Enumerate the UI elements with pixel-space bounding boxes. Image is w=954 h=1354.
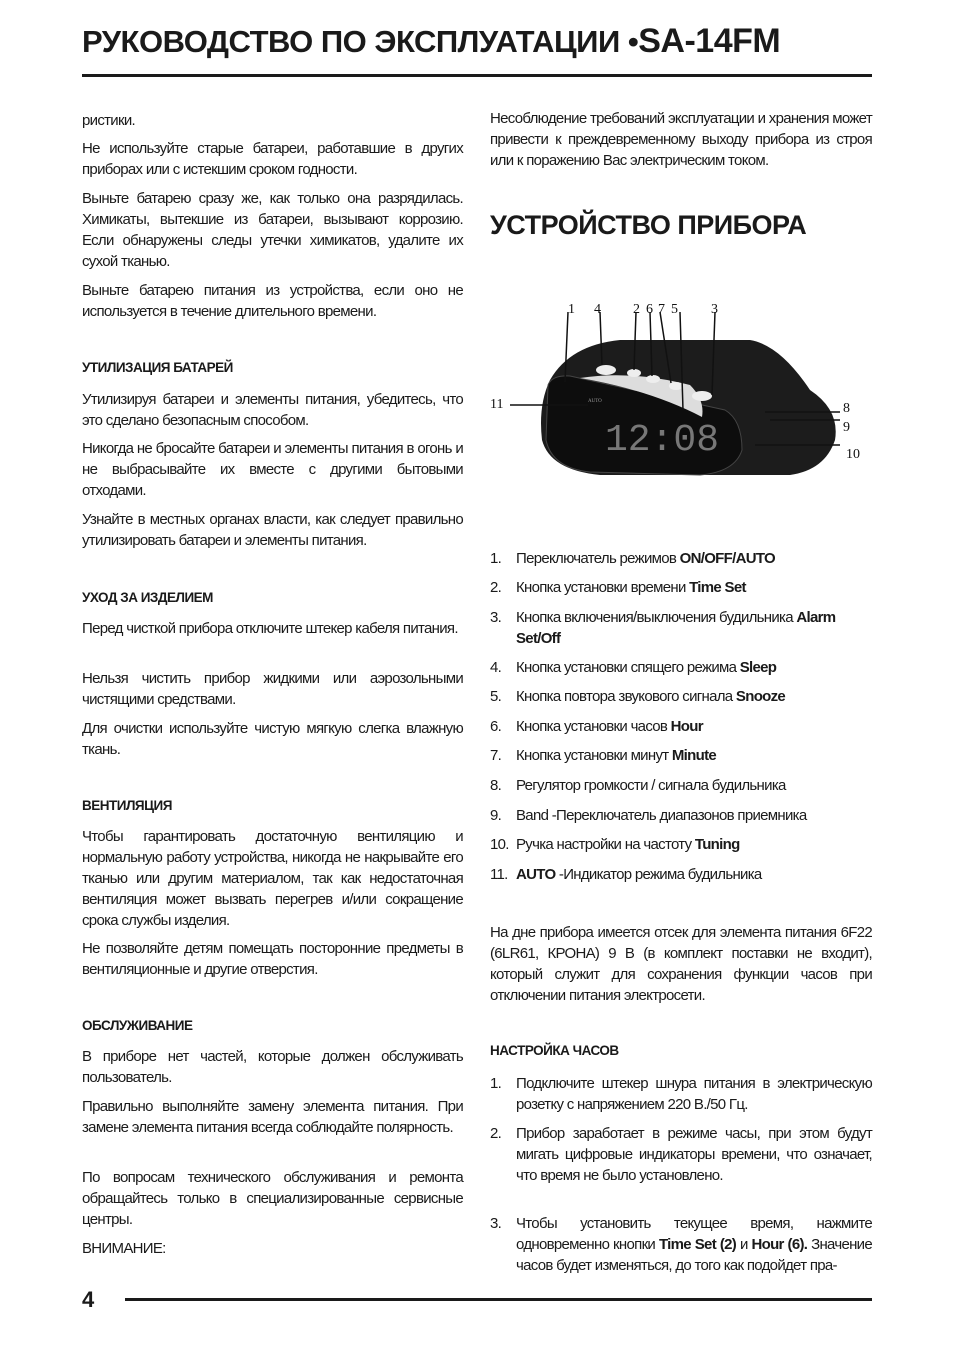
callout-10: 10 <box>846 447 860 462</box>
part-item <box>490 657 872 678</box>
text: Регулятор громкости / сигнала будильника <box>516 777 786 794</box>
part-item <box>490 686 872 707</box>
paragraph: Перед чисткой прибора отключите штекер кабеля питания. <box>82 620 458 637</box>
paragraph: Правильно выполняйте замену элемента питания. При замене элемента питания всегда соблюдайте полярность. <box>82 1098 463 1136</box>
list-item <box>490 1073 872 1115</box>
bold-text: AUTO <box>516 866 559 883</box>
paragraph: Утилизируя батареи и элементы питания, убедитесь, что это сделано безопасным способом. <box>82 391 463 429</box>
paragraph: Несоблюдение требований эксплуатации и хранения может привести к преждевременному выходу прибора из строя или к поражению Вас электрическим током. <box>490 110 872 169</box>
item-text <box>516 716 872 737</box>
header-rule <box>82 74 872 77</box>
part-item <box>490 548 872 569</box>
clock-diagram <box>480 290 880 480</box>
paragraph: Никогда не бросайте батареи и элементы питания в огонь и не выбрасывайте их вместе с другими бытовыми отходами. <box>82 440 463 499</box>
item-number: 4. <box>490 659 502 676</box>
auto-indicator-label: AUTO <box>588 399 602 404</box>
callout-9: 9 <box>843 420 850 435</box>
text: Ручка настройки на частоту <box>516 836 695 853</box>
text: -Индикатор режима будильника <box>558 866 762 883</box>
paragraph: Выньте батарею питания из устройства, если оно не используется в течение длительного времени. <box>82 282 463 320</box>
part-item <box>490 775 872 796</box>
item-number: 9. <box>490 807 502 824</box>
text: Значение часов будет изменяться, до того как подойдет пра- <box>516 1236 873 1274</box>
item-number: 1. <box>490 1075 502 1092</box>
callout-2: 2 <box>633 302 640 317</box>
callout-4: 4 <box>594 302 601 317</box>
section-title: УСТРОЙСТВО ПРИБОРА <box>490 210 807 240</box>
clock-display: 12:08 <box>605 419 720 462</box>
section-heading: ВЕНТИЛЯЦИЯ <box>82 798 172 813</box>
part-item <box>490 607 872 649</box>
item-number: 3. <box>490 609 502 626</box>
bold-text: ON/OFF/AUTO <box>679 550 775 567</box>
item-number: 2. <box>490 1125 502 1142</box>
paragraph: В приборе нет частей, которые должен обслуживать пользователь. <box>82 1048 463 1086</box>
text: Кнопка установки времени <box>516 579 690 596</box>
callout-1: 1 <box>568 302 575 317</box>
bold-text: Hour (6). <box>751 1236 808 1253</box>
item-number: 8. <box>490 777 502 794</box>
item-text: Прибор заработает в режиме часы, при этом будут мигать цифровые индикаторы времени, что означает, что время не было установлено. <box>516 1125 872 1184</box>
item-text <box>516 1213 872 1276</box>
text: Band -Переключатель диапазонов приемника <box>516 807 807 824</box>
text: Кнопка повтора звукового сигнала <box>516 688 736 705</box>
text: Кнопка установки спящего режима <box>516 659 740 676</box>
page-number: 4 <box>82 1287 95 1312</box>
item-number: 6. <box>490 718 502 735</box>
list-item <box>490 1123 872 1186</box>
footer-rule <box>125 1298 872 1301</box>
paragraph: Нельзя чистить прибор жидкими или аэрозольными чистящими средствами. <box>82 670 463 708</box>
paragraph: ристики. <box>82 112 135 129</box>
bold-text: Time Set (2) <box>658 1236 737 1253</box>
item-text <box>516 577 872 598</box>
item-number: 5. <box>490 688 502 705</box>
callout-5: 5 <box>671 302 678 317</box>
item-number: 11. <box>490 866 508 883</box>
callout-11: 11 <box>490 397 504 412</box>
model-name: SA-14FM <box>638 22 781 60</box>
text: Кнопка установки часов <box>516 718 671 735</box>
bold-text: Tuning <box>694 836 740 853</box>
section-heading: ОБСЛУЖИВАНИЕ <box>82 1018 193 1033</box>
paragraph: Для очистки используйте чистую мягкую слегка влажную ткань. <box>82 720 463 758</box>
section-heading: НАСТРОЙКА ЧАСОВ <box>490 1043 619 1058</box>
item-text <box>516 805 872 826</box>
part-item <box>490 864 872 885</box>
item-number: 10. <box>490 836 509 853</box>
section-heading: УХОД ЗА ИЗДЕЛИЕМ <box>82 590 213 605</box>
paragraph: Не позволяйте детям помещать посторонние предметы в вентиляционные и другие отверстия. <box>82 940 463 978</box>
text: Чтобы установить текущее время, нажмите одновременно кнопки <box>516 1215 872 1253</box>
title-bullet: • <box>627 24 639 59</box>
paragraph: Не используйте старые батареи, работавшие в других приборах или с истекшим сроком годности. <box>82 140 463 178</box>
item-number: 1. <box>490 550 502 567</box>
item-text <box>516 686 872 707</box>
item-text <box>516 657 872 678</box>
paragraph: Узнайте в местных органах власти, как следует правильно утилизировать батареи и элементы питания. <box>82 511 463 549</box>
callout-3: 3 <box>711 302 718 317</box>
part-item <box>490 805 872 826</box>
text: Переключатель режимов <box>516 550 680 567</box>
callout-8: 8 <box>843 401 850 416</box>
item-text: Подключите штекер шнура питания в электрическую розетку с напряжением 220 В./50 Гц. <box>516 1075 872 1113</box>
text: Кнопка включения/выключения будильника <box>516 609 797 626</box>
item-text <box>516 607 872 649</box>
text: Кнопка установки минут <box>516 747 672 764</box>
callout-7: 7 <box>658 302 665 317</box>
section-heading: УТИЛИЗАЦИЯ БАТАРЕЙ <box>82 360 233 375</box>
page-title <box>82 22 780 61</box>
part-item <box>490 834 872 855</box>
paragraph: Чтобы гарантировать достаточную вентиляцию и нормальную работу устройства, никогда не накрывайте его тканью или другим материалом, так как недостаточная вентиляция может вызвать перегрев и/или сокращение срока службы изделия. <box>82 828 463 929</box>
item-text <box>516 548 872 569</box>
item-number: 3. <box>490 1215 502 1232</box>
paragraph: На дне прибора имеется отсек для элемента питания 6F22 (6LR61, КРОНА) 9 В (в комплект поставки не входит), который служит для сохранения функции часов при отключении питания электросети. <box>490 924 872 1004</box>
bold-text: Minute <box>671 747 717 764</box>
callout-6: 6 <box>646 302 653 317</box>
part-item <box>490 745 872 766</box>
bold-text: Sleep <box>739 659 777 676</box>
bold-text: Alarm Set/Off <box>516 609 836 647</box>
item-text <box>516 864 872 885</box>
text: и <box>736 1236 752 1253</box>
paragraph: По вопросам технического обслуживания и ремонта обращайтесь только в специализированные сервисные центры. <box>82 1169 463 1228</box>
title-text: РУКОВОДСТВО ПО ЭКСПЛУАТАЦИИ <box>82 24 620 59</box>
bold-text: Snooze <box>735 688 786 705</box>
part-item <box>490 716 872 737</box>
bold-text: Hour <box>670 718 703 735</box>
bold-text: Time Set <box>689 579 746 596</box>
paragraph: Выньте батарею сразу же, как только она разрядилась. Химикаты, вытекшие из батареи, вызывают коррозию. Если обнаружены следы утечки химикатов, удалите их сухой тканью. <box>82 190 463 270</box>
item-number: 7. <box>490 747 502 764</box>
item-text <box>516 745 872 766</box>
item-text <box>516 834 872 855</box>
list-item <box>490 1213 872 1276</box>
item-number: 2. <box>490 579 502 596</box>
item-text <box>516 775 872 796</box>
part-item <box>490 577 872 598</box>
paragraph: ВНИМАНИЕ: <box>82 1240 166 1257</box>
